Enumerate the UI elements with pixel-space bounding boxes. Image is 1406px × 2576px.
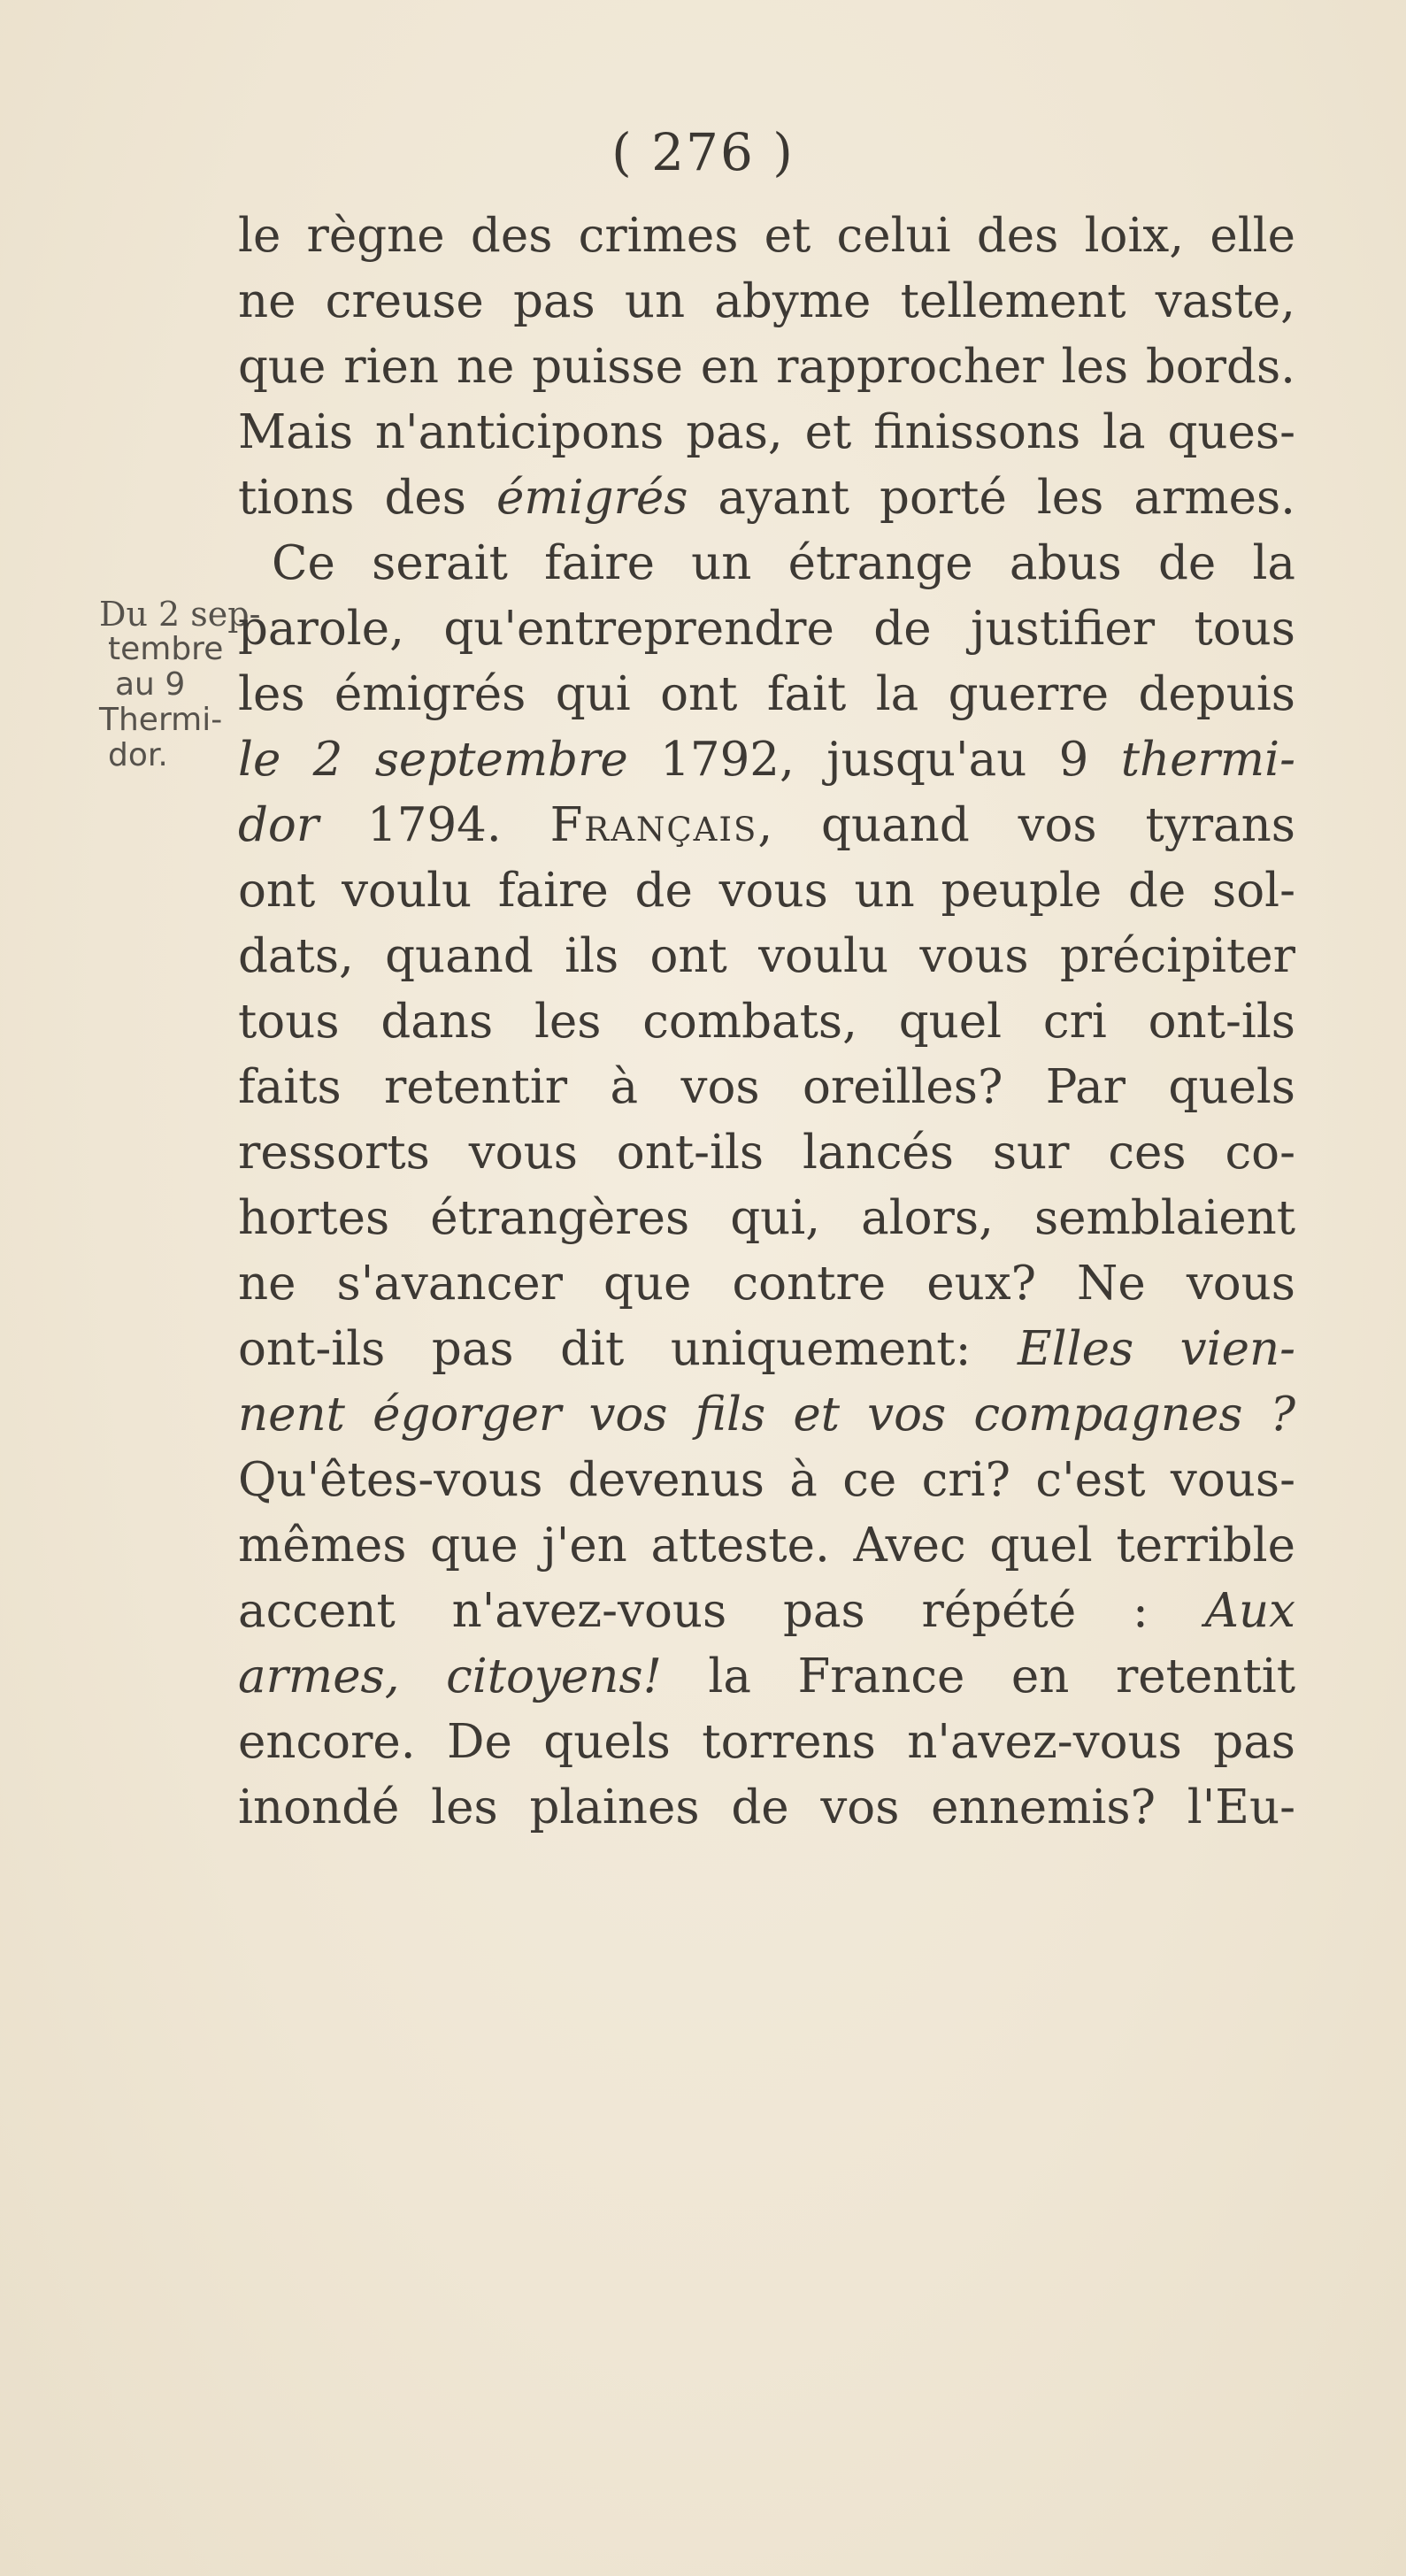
text-line	[238, 1251, 1295, 1317]
text-line	[238, 596, 1295, 662]
text-run: le règne des crimes et celui des loix, elle	[238, 209, 1295, 263]
text-line	[238, 1448, 1295, 1513]
italic-text: thermi-	[1120, 733, 1295, 787]
text-run: 1794.	[319, 798, 550, 852]
body-text	[238, 204, 1295, 1841]
small-caps-text: Français	[549, 798, 758, 852]
text-run: ne creuse pas un abyme tellement vaste,	[238, 274, 1295, 328]
italic-text: nent égorger vos fils et vos compagnes ?	[238, 1388, 1295, 1442]
text-line	[238, 1710, 1295, 1775]
text-run: hortes étrangères qui, alors, semblaient	[238, 1191, 1295, 1245]
text-line	[238, 1775, 1295, 1841]
text-run: que rien ne puisse en rapprocher les bords.	[238, 340, 1295, 394]
text-line	[238, 1317, 1295, 1382]
text-run: tous dans les combats, quel cri ont-ils	[238, 995, 1295, 1049]
text-line	[238, 793, 1295, 858]
text-run: parole, qu'entreprendre de justifier tous	[238, 602, 1295, 656]
text-run: ne s'avancer que contre eux? Ne vous	[238, 1257, 1295, 1311]
text-line	[238, 400, 1295, 465]
text-line	[238, 204, 1295, 269]
text-line	[238, 662, 1295, 727]
text-run: ressorts vous ont-ils lancés sur ces co-	[238, 1126, 1295, 1180]
italic-text: émigrés	[496, 471, 688, 525]
text-run: accent n'avez-vous pas répété :	[238, 1584, 1205, 1638]
text-run: ont voulu faire de vous un peuple de sol-	[238, 864, 1295, 918]
text-line	[238, 1513, 1295, 1579]
text-run: faits retentir à vos oreilles? Par quels	[238, 1060, 1295, 1114]
text-line	[238, 531, 1295, 596]
margin-note-line: Thermi-	[99, 702, 223, 738]
text-line	[238, 924, 1295, 989]
margin-note-line: Du 2 sep-	[99, 595, 261, 634]
italic-text: Elles vien-	[1017, 1322, 1295, 1376]
italic-text: armes, citoyens!	[238, 1649, 662, 1703]
text-run: , quand vos tyrans	[757, 798, 1295, 852]
text-line	[238, 1382, 1295, 1448]
text-line	[238, 1120, 1295, 1186]
margin-note-line: tembre	[108, 631, 224, 667]
text-run: 1792, jusqu'au 9	[627, 733, 1121, 787]
text-line	[238, 989, 1295, 1055]
text-run: encore. De quels torrens n'avez-vous pas	[238, 1715, 1295, 1769]
margin-note	[99, 595, 261, 773]
text-line	[238, 1579, 1295, 1644]
text-line	[238, 269, 1295, 334]
text-run: ayant porté les armes.	[688, 471, 1295, 525]
italic-text: Aux	[1204, 1584, 1295, 1638]
italic-text: dor	[238, 798, 319, 852]
text-run: tions des	[238, 471, 497, 525]
text-run: la France en retentit	[661, 1649, 1295, 1703]
text-line	[238, 858, 1295, 924]
text-line	[238, 334, 1295, 400]
text-line	[238, 1644, 1295, 1710]
text-run: ont-ils pas dit uniquement:	[238, 1322, 1018, 1376]
margin-note-line: dor.	[108, 737, 168, 773]
text-run: inondé les plaines de vos ennemis? l'Eu-	[238, 1780, 1295, 1834]
text-run: dats, quand ils ont voulu vous précipiter	[238, 929, 1295, 983]
page-number: ( 276 )	[611, 122, 795, 182]
margin-note-line: au 9	[115, 666, 186, 703]
text-line	[238, 1055, 1295, 1120]
text-line	[238, 1186, 1295, 1251]
text-run: les émigrés qui ont fait la guerre depuis	[238, 667, 1295, 721]
text-run: Mais n'anticipons pas, et finissons la ques-	[238, 405, 1295, 459]
italic-text: le 2 septembre	[238, 733, 628, 787]
text-line	[238, 727, 1295, 793]
text-run: Qu'êtes-vous devenus à ce cri? c'est vous-	[238, 1453, 1295, 1507]
text-run: mêmes que j'en atteste. Avec quel terrible	[238, 1519, 1295, 1573]
text-line	[238, 465, 1295, 531]
text-run: Ce serait faire un étrange abus de la	[272, 536, 1295, 590]
